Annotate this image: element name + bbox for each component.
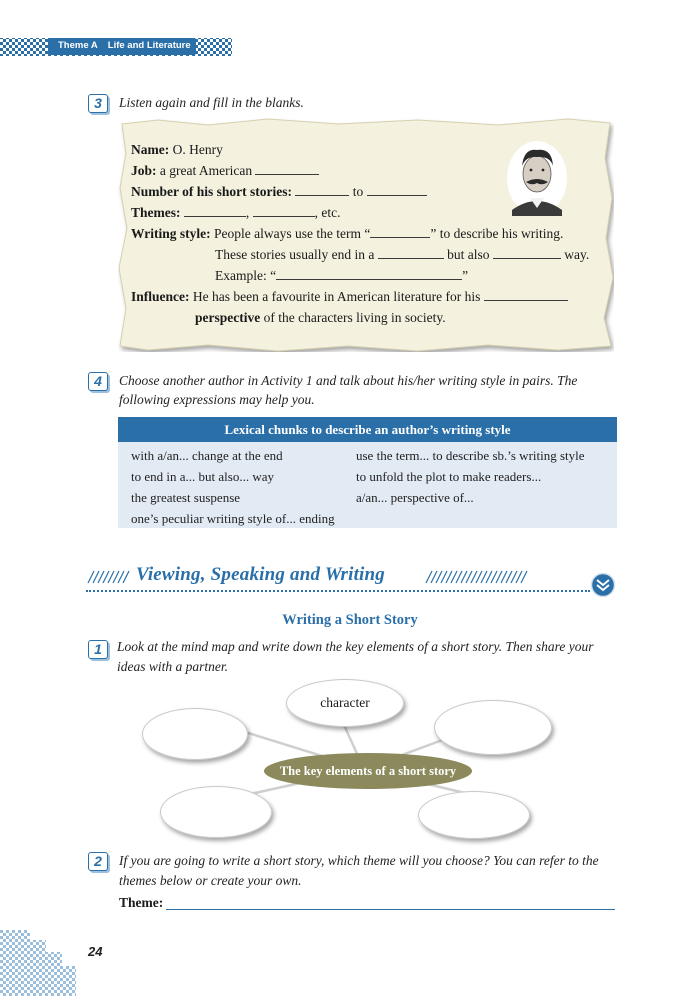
header-label <box>58 40 191 51</box>
activity-2-instruction-line-1: If you are going to write a short story, which theme will you choose? You can refer to the <box>119 853 599 868</box>
header-title: Life and Literature <box>107 40 191 51</box>
footer-checker-decoration <box>0 930 80 996</box>
lex-cell: the greatest suspense <box>131 490 241 505</box>
chevron-down-circle-icon[interactable] <box>590 572 616 598</box>
portrait-image <box>506 128 568 216</box>
note-influence-line <box>131 286 568 307</box>
bubble-character-label: character <box>320 695 370 710</box>
blank-influence[interactable] <box>484 288 568 301</box>
bubble-blank-left-top[interactable] <box>142 708 248 760</box>
activity-4-instruction-line-2: following expressions may help you. <box>119 392 315 407</box>
lexical-table-title: Lexical chunks to describe an author’s writing style <box>118 417 617 442</box>
activity-4-number: 4 <box>88 372 108 391</box>
section-hatch-left <box>86 568 130 584</box>
activity-1-instruction-line-2: ideas with a partner. <box>117 659 229 674</box>
influence-label: Influence: <box>131 289 190 304</box>
section-dotted-rule <box>86 590 590 592</box>
example-text-b: ” <box>462 268 469 283</box>
themes-etc: , etc. <box>314 205 341 220</box>
lex-cell: a/an... perspective of... <box>356 490 474 505</box>
page-number: 24 <box>88 944 103 959</box>
style-text-2c: way. <box>564 247 590 262</box>
blank-example[interactable] <box>276 267 462 280</box>
bubble-blank-right-top[interactable] <box>434 700 552 755</box>
blank-way[interactable] <box>493 246 561 259</box>
blank-job[interactable] <box>255 162 319 175</box>
style-text-2a: These stories usually end in a <box>215 247 375 262</box>
section-hatch-right <box>424 568 530 584</box>
lex-cell: with a/an... change at the end <box>131 448 283 463</box>
blank-theme-2[interactable] <box>253 204 315 217</box>
activity-1-number: 1 <box>88 640 108 659</box>
activity-1-instruction-line-1: Look at the mind map and write down the key elements of a short story. Then share your <box>117 639 594 654</box>
blank-term[interactable] <box>370 225 430 238</box>
theme-answer-line[interactable] <box>166 909 615 910</box>
note-stories-line <box>131 181 427 202</box>
themes-label: Themes: <box>131 205 181 220</box>
lex-cell: to unfold the plot to make readers... <box>356 469 542 484</box>
name-label: Name: <box>131 142 170 157</box>
note-job-line <box>131 160 319 181</box>
lex-cell: use the term... to describe sb.’s writing style <box>356 448 585 463</box>
influence-value: He has been a favourite in American literature for his <box>192 289 481 304</box>
stories-to: to <box>352 184 364 199</box>
lex-cell: one’s peculiar writing style of... ending <box>131 511 335 526</box>
themes-sep: , <box>245 205 250 220</box>
job-value: a great American <box>159 163 253 178</box>
style-text-1a: People always use the term “ <box>214 226 371 241</box>
note-name-line <box>131 139 223 160</box>
perspective-rest: of the characters living in society. <box>263 310 446 325</box>
section-title: Viewing, Speaking and Writing <box>136 564 386 585</box>
theme-label: Theme: <box>119 895 164 910</box>
blank-theme-1[interactable] <box>184 204 246 217</box>
note-style-line <box>131 223 563 244</box>
header-theme: Theme A <box>58 40 98 51</box>
activity-3-instruction: Listen again and fill in the blanks. <box>119 95 304 110</box>
activity-3-number: 3 <box>88 94 108 113</box>
name-value: O. Henry <box>172 142 223 157</box>
section-subtitle: Writing a Short Story <box>282 612 418 628</box>
style-text-1b: ” to describe his writing. <box>430 226 564 241</box>
job-label: Job: <box>131 163 157 178</box>
activity-4-instruction-line-1: Choose another author in Activity 1 and talk about his/her writing style in pairs. The <box>119 373 578 388</box>
stories-label: Number of his short stories: <box>131 184 292 199</box>
style-text-2b: but also <box>447 247 490 262</box>
note-themes-line <box>131 202 341 223</box>
note-example-line <box>215 265 468 286</box>
bubble-blank-left-bottom[interactable] <box>160 786 272 838</box>
mind-map-center: The key elements of a short story <box>264 753 472 789</box>
blank-end-in[interactable] <box>378 246 444 259</box>
note-ending-line <box>215 244 589 265</box>
note-perspective-line <box>195 307 446 328</box>
activity-2-number: 2 <box>88 852 108 871</box>
blank-stories-min[interactable] <box>295 183 349 196</box>
style-label: Writing style: <box>131 226 211 241</box>
bubble-blank-right-bottom[interactable] <box>418 791 530 839</box>
perspective-bold: perspective <box>195 310 261 325</box>
lex-cell: to end in a... but also... way <box>131 469 274 484</box>
blank-stories-max[interactable] <box>367 183 427 196</box>
activity-2-instruction-line-2: themes below or create your own. <box>119 873 302 888</box>
example-text-a: Example: “ <box>215 268 277 283</box>
